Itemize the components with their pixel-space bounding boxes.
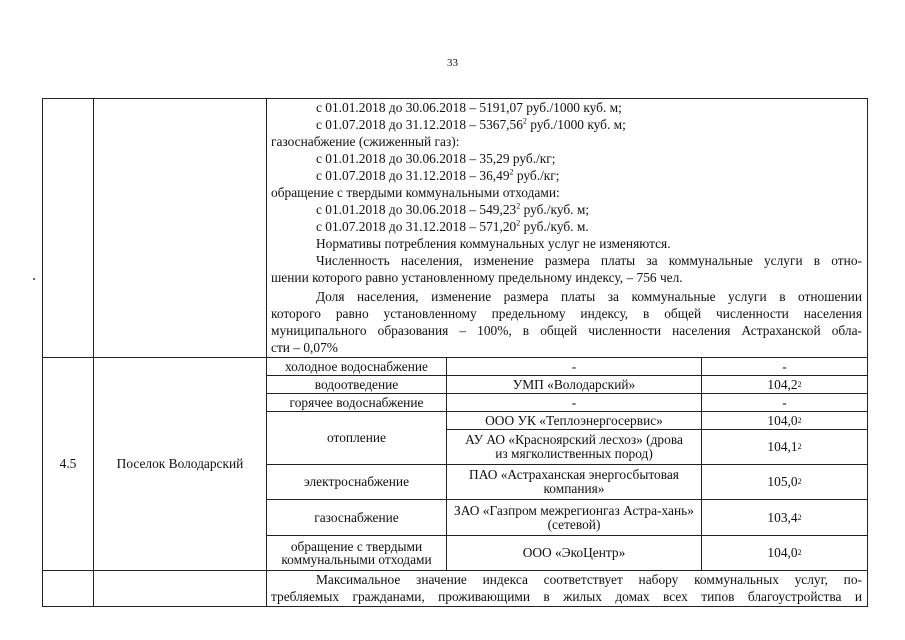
tariff-line: с 01.07.2018 до 31.12.2018 – 571,20$^2$ руб./куб. м.	[316, 218, 589, 234]
tariff-line: с 01.07.2018 до 31.12.2018 – 36,49$^2$ руб./кг;	[316, 167, 560, 183]
provider-cell: ЗАО «Газпром межрегионгаз Астра-хань» (сетевой)	[454, 502, 694, 532]
provider-cell: -	[571, 394, 577, 410]
share-paragraph: Доля населения, изменение размера платы за коммунальные услуги в отношении	[316, 289, 862, 304]
provider-cell: ООО «ЭкоЦентр»	[522, 545, 626, 560]
provider-cell: -	[571, 358, 577, 374]
service-electricity: электроснабжение	[303, 474, 410, 489]
max-index-paragraph: Максимальное значение индекса соответствует набору коммунальных услуг, по-	[316, 572, 862, 587]
tariff-line: с 01.01.2018 до 30.06.2018 – 549,23$^2$ руб./куб. м;	[316, 201, 590, 217]
index-cell: -	[782, 394, 787, 410]
service-waste: обращение с твердыми коммунальными отходами	[281, 539, 432, 567]
index-cell: -	[782, 358, 787, 374]
index-cell: 104,0 2	[767, 545, 802, 560]
tariff-line: с 01.07.2018 до 31.12.2018 – 5367,56$^2$ руб./1000 куб. м;	[316, 116, 626, 132]
tariff-line: с 01.01.2018 до 30.06.2018 – 35,29 руб./кг;	[316, 151, 556, 166]
service-heading: газоснабжение (сжиженный газ):	[271, 134, 460, 149]
share-paragraph: которого равно установленному предельному индексу, в общей численности населения	[271, 306, 862, 321]
share-paragraph: сти – 0,07%	[271, 340, 338, 355]
max-index-paragraph: требляемых гражданами, проживающими в жилых домах всех типов благоустройства и	[271, 589, 862, 604]
norms-statement: Нормативы потребления коммунальных услуг не изменяются.	[316, 236, 671, 251]
population-paragraph: шении которого равно установленному предельному индексу, – 756 чел.	[271, 270, 683, 285]
service-sewerage: водоотведение	[314, 376, 399, 392]
index-cell: 105,0 2	[767, 474, 802, 489]
provider-cell: ПАО «Астраханская энергосбытовая компания»	[469, 467, 679, 496]
provider-cell: АУ АО «Красноярский лесхоз» (дрова из мягколиственных пород)	[465, 432, 683, 461]
service-heating: отопление	[327, 430, 386, 445]
index-cell: 104,2 2	[767, 376, 802, 392]
index-cell: 104,1 2	[767, 439, 802, 454]
settlement-name: Поселок Володарский	[116, 456, 244, 471]
page-number: 33	[447, 57, 458, 69]
population-paragraph: Численность населения, изменение размера платы за коммунальные услуги в отно-	[316, 253, 862, 268]
service-heading: обращение с твердыми коммунальными отходами:	[271, 185, 560, 200]
service-cold-water: холодное водоснабжение	[284, 358, 429, 374]
provider-cell: ООО УК «Теплоэнергосервис»	[485, 412, 663, 428]
tariff-line: с 01.01.2018 до 30.06.2018 – 5191,07 руб./1000 куб. м;	[316, 100, 622, 115]
share-paragraph: муниципального образования – 100%, в общей численности населения Астраханской обла-	[271, 323, 862, 338]
index-cell: 104,0 2	[767, 412, 802, 428]
provider-cell: УМП «Володарский»	[512, 376, 636, 392]
service-hot-water: горячее водоснабжение	[289, 394, 424, 410]
service-gas: газоснабжение	[314, 509, 399, 525]
index-cell: 103,4 2	[767, 509, 802, 525]
section-number: 4.5	[59, 456, 77, 471]
